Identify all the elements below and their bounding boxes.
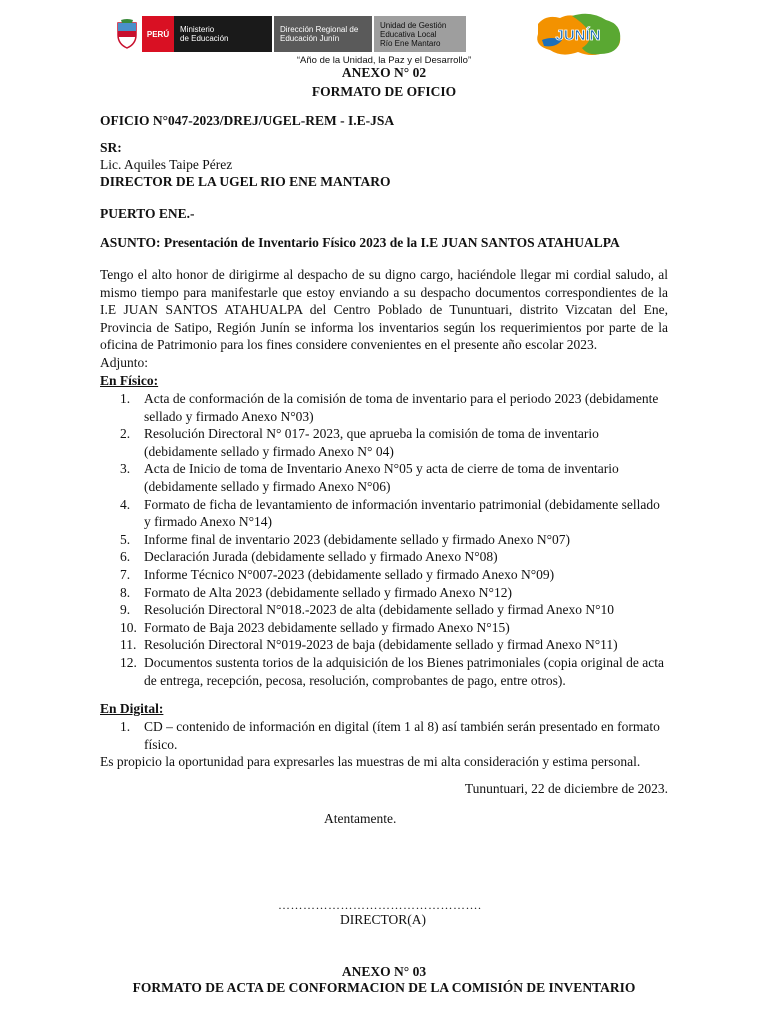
list-item-text: Acta de conformación de la comisión de toma de inventario para el periodo 2023 (debidamente sellado y firmado Anexo N°03) xyxy=(144,391,659,424)
list-item-number: 4. xyxy=(120,496,131,512)
coat-of-arms-icon xyxy=(112,16,142,52)
list-item-text: CD – contenido de información en digital (ítem 1 al 8) así también serán presentado en formato físico. xyxy=(144,719,660,752)
subject-line: ASUNTO: Presentación de Inventario Físico 2023 de la I.E JUAN SANTOS ATAHUALPA xyxy=(100,235,620,250)
fisico-list-item xyxy=(120,496,666,531)
list-item-text: Resolución Directoral N° 017- 2023, que aprueba la comisión de toma de inventario (debidamente sellado y firmado Anexo N° 04) xyxy=(144,426,599,459)
formato-acta-title: FORMATO DE ACTA DE CONFORMACION DE LA COMISIÓN DE INVENTARIO xyxy=(132,980,636,995)
date-line: Tununtuari, 22 de diciembre de 2023. xyxy=(464,781,668,796)
list-item-number: 3. xyxy=(120,461,131,477)
anexo-03-title: ANEXO N° 03 xyxy=(341,964,427,979)
list-item-number: 8. xyxy=(120,584,131,600)
fisico-list-item xyxy=(120,460,666,495)
list-item-number: 1. xyxy=(120,391,131,406)
fisico-list-item xyxy=(120,548,666,566)
body-paragraph: Tengo el alto honor de dirigirme al despacho de su digno cargo, haciéndole llegar mi cordial saludo, al mismo tiempo para manifestarle que estoy enviando a su despacho documentos correspondientes de la I.E JUAN SANTOS ATAHUALPA del Centro Poblado de Tununtuari, distrito Vizcatan del Ene, Provincia de Satipo, Región Junín se informa los inventarios según los requerimientos por parte de la oficina de Patrimonio para los fines considere convenientes en el presente año escolar 2023. xyxy=(100,267,668,353)
anexo-title: ANEXO N° 02 xyxy=(341,65,427,80)
atentamente-label: Atentamente. xyxy=(324,811,397,826)
formato-title: FORMATO DE OFICIO xyxy=(311,84,457,99)
list-item-text: Resolución Directoral N°019-2023 de baja (debidamente sellado y firmad Anexo N°11) xyxy=(144,637,618,653)
fisico-list xyxy=(120,390,666,689)
list-item-text: Formato de ficha de levantamiento de información inventario patrimonial (debidamente sellado y firmado Anexo N°14) xyxy=(144,496,660,530)
list-item-number: 6. xyxy=(120,549,131,565)
direccion-regional-label: Dirección Regional de Educación Junín xyxy=(274,16,372,52)
digital-heading: En Digital: xyxy=(100,701,164,716)
fisico-list-item xyxy=(120,619,666,637)
signature-line: …………………………………………. xyxy=(278,898,482,912)
signature-title: DIRECTOR(A) xyxy=(340,912,426,927)
fisico-heading: En Físico: xyxy=(100,373,159,388)
fisico-list-item xyxy=(120,584,666,602)
closing-line: Es propicio la oportunidad para expresarles las muestras de mi alta consideración y estima personal. xyxy=(100,754,641,769)
fisico-list-item xyxy=(120,531,666,549)
digital-list-item xyxy=(120,718,666,753)
addressee-title: DIRECTOR DE LA UGEL RIO ENE MANTARO xyxy=(100,174,391,189)
fisico-list-item xyxy=(120,654,666,689)
peru-label: PERÚ xyxy=(142,16,174,52)
list-item-text: Informe Técnico N°007-2023 (debidamente sellado y firmado Anexo N°09) xyxy=(144,566,555,582)
fisico-list-item xyxy=(120,601,666,619)
list-item-number: 11. xyxy=(120,637,137,653)
list-item-number: 9. xyxy=(120,602,131,618)
list-item-text: Formato de Alta 2023 (debidamente sellado y firmado Anexo N°12) xyxy=(144,584,512,600)
list-item-number: 1. xyxy=(120,719,131,734)
list-item-text: Informe final de inventario 2023 (debidamente sellado y firmado Anexo N°07) xyxy=(144,531,571,547)
fisico-list-item xyxy=(120,636,666,654)
list-item-number: 2. xyxy=(120,426,131,442)
list-item-text: Documentos sustenta torios de la adquisición de los Bienes patrimoniales (copia original de acta de entrega, recepción, pecosa, resolución, comprobantes de pago, entre otros). xyxy=(144,654,664,688)
list-item-text: Resolución Directoral N°018.-2023 de alta (debidamente sellado y firmad Anexo N°10 xyxy=(144,602,615,618)
adjunto-label: Adjunto: xyxy=(100,355,149,370)
list-item-number: 12. xyxy=(120,654,137,670)
government-logo-bar xyxy=(112,16,466,52)
ministerio-label: Ministerio de Educación xyxy=(174,16,272,52)
list-item-number: 10. xyxy=(120,619,137,635)
list-item-text: Acta de Inicio de toma de Inventario Anexo N°05 y acta de cierre de toma de inventario (debidamente sellado y firmado Anexo N°06) xyxy=(144,461,619,494)
oficio-number: OFICIO N°047-2023/DREJ/UGEL-REM - I.E-JSA xyxy=(100,113,395,128)
addressee-name: Lic. Aquiles Taipe Pérez xyxy=(100,157,233,172)
fisico-list-item xyxy=(120,390,666,425)
city-line: PUERTO ENE.- xyxy=(100,206,195,221)
fisico-list-item xyxy=(120,425,666,460)
list-item-number: 7. xyxy=(120,566,131,582)
list-item-text: Declaración Jurada (debidamente sellado y firmado Anexo N°08) xyxy=(144,549,498,565)
junin-region-logo xyxy=(532,10,624,58)
list-item-text: Formato de Baja 2023 debidamente sellado y firmado Anexo N°15) xyxy=(144,619,510,635)
salutation: SR: xyxy=(100,140,122,155)
fisico-list-item xyxy=(120,566,666,584)
digital-list xyxy=(120,718,666,753)
svg-text:JUNÍN: JUNÍN xyxy=(555,27,601,44)
ugel-label: Unidad de Gestión Educativa Local Río Ene Mantaro xyxy=(374,16,466,52)
year-motto: “Año de la Unidad, la Paz y el Desarrollo” xyxy=(296,55,472,66)
list-item-number: 5. xyxy=(120,531,131,547)
